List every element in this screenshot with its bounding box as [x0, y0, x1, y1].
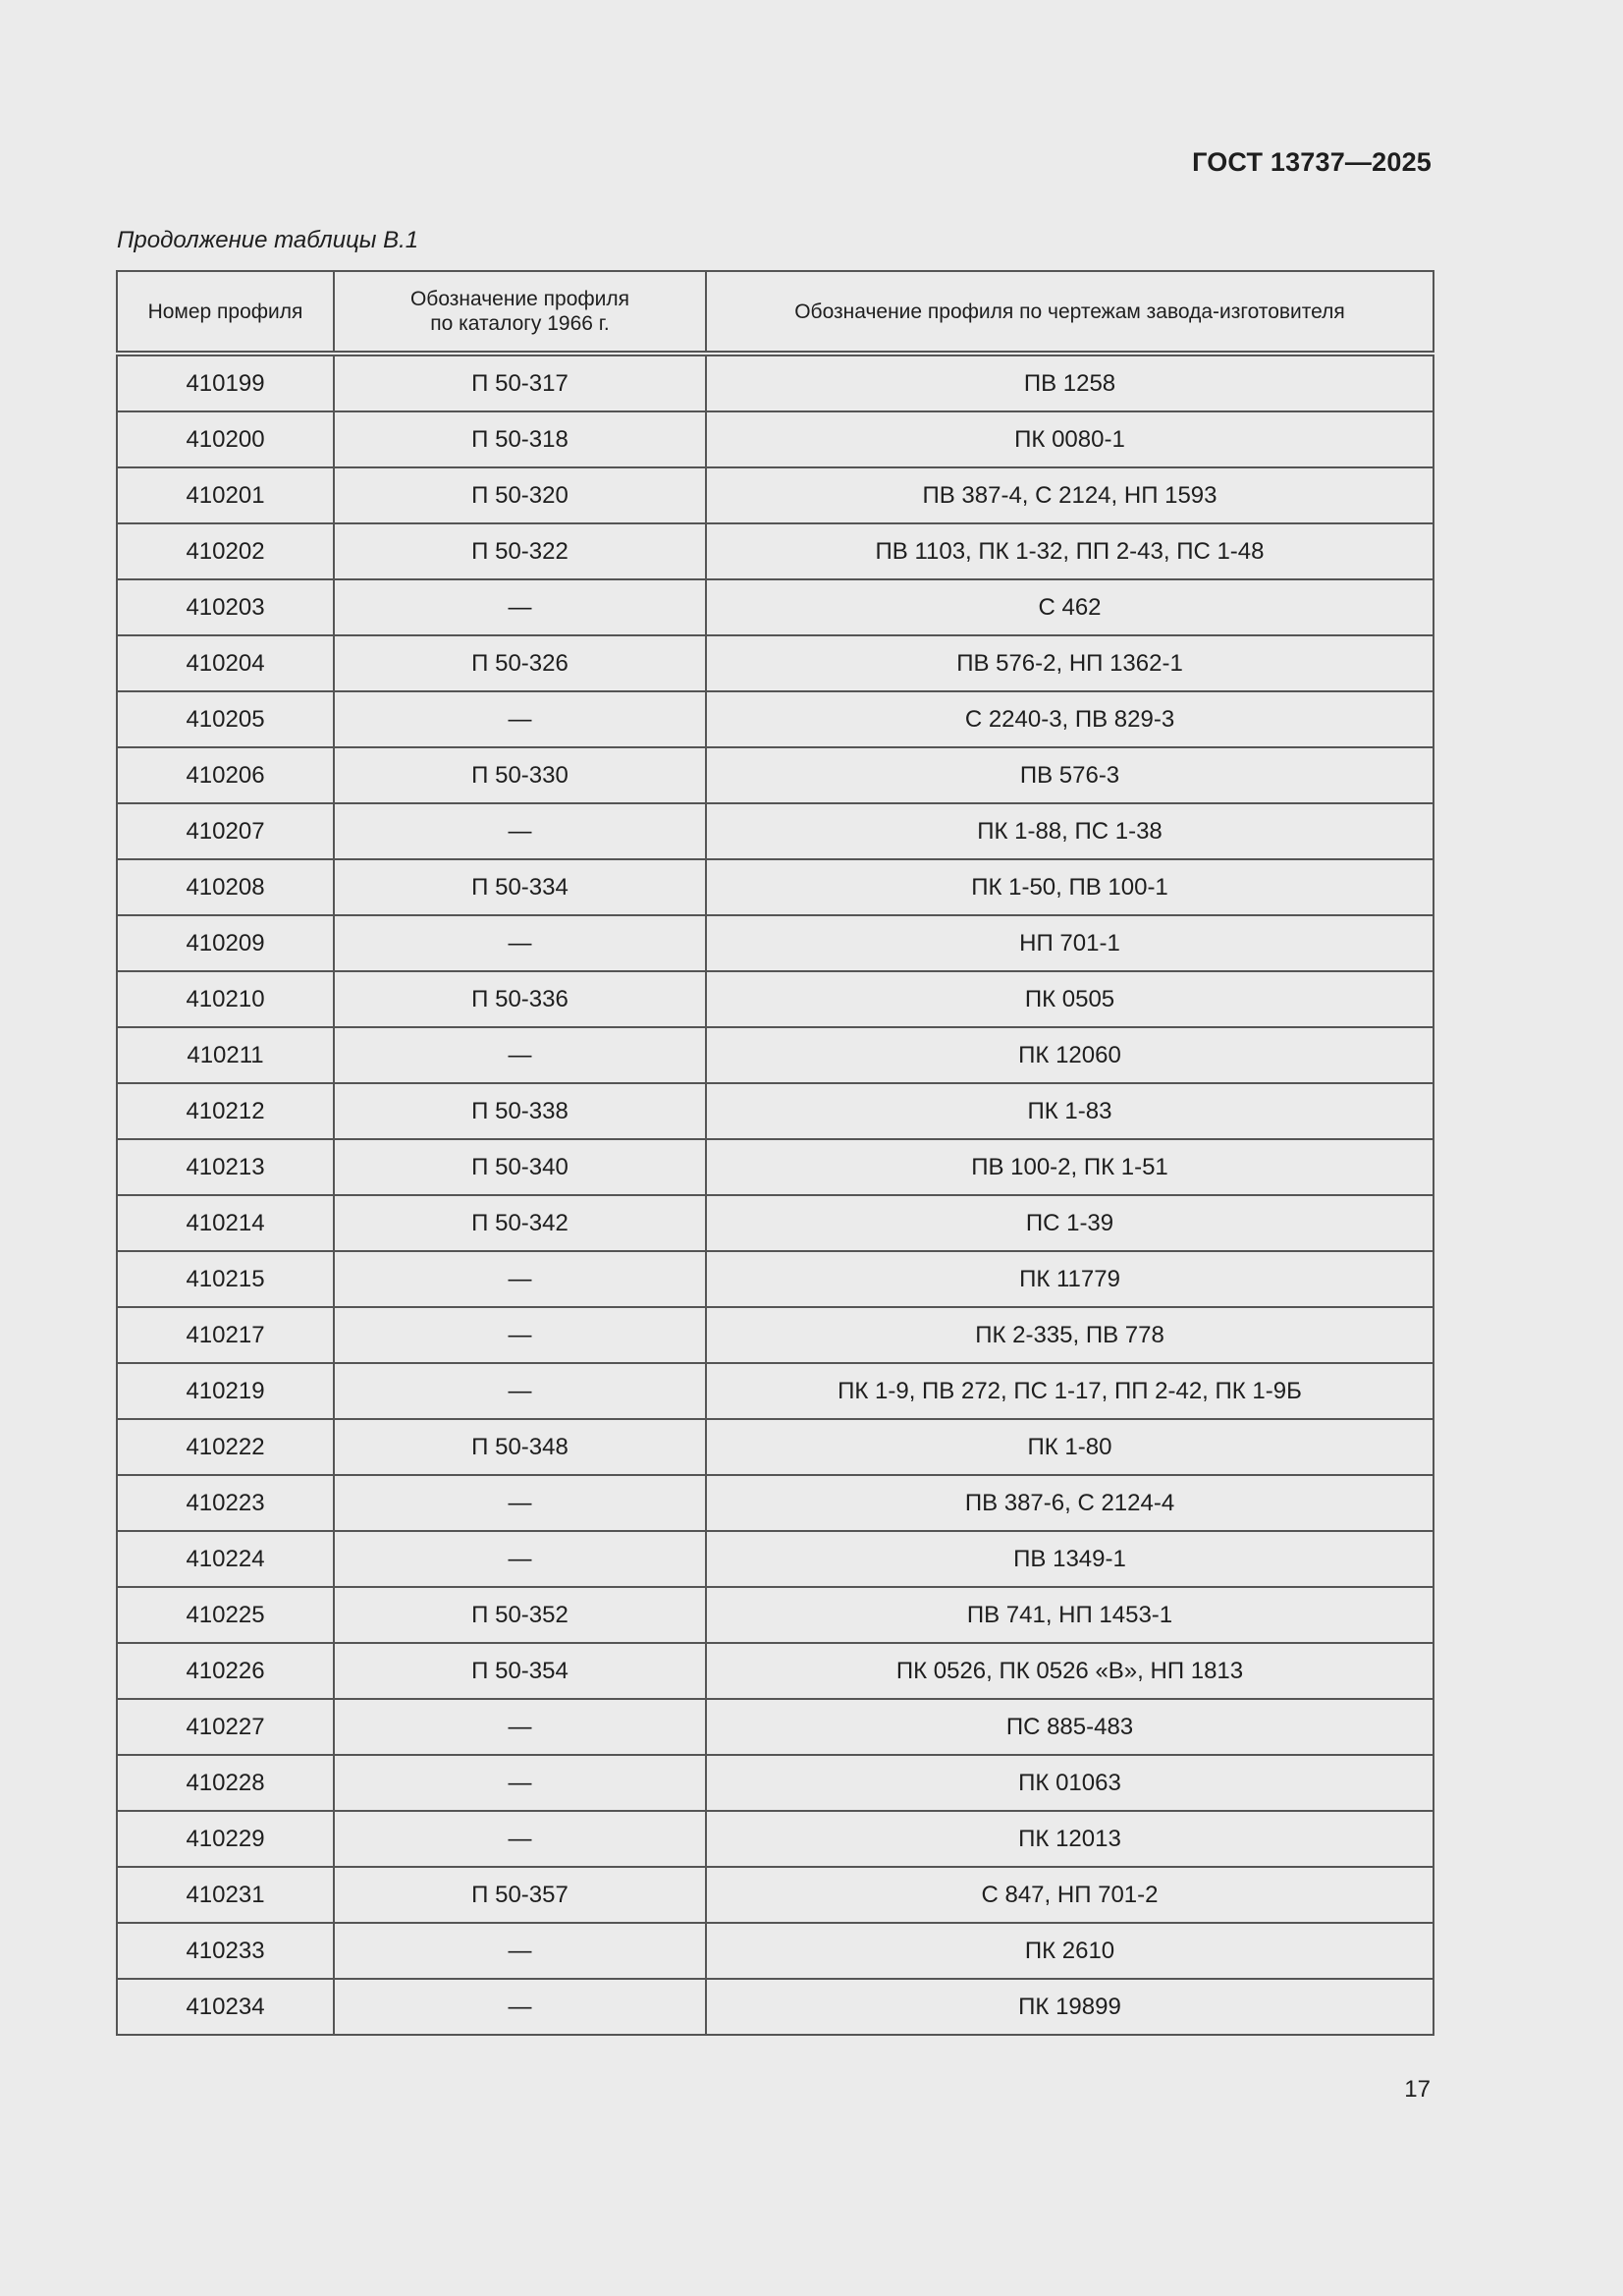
- cell-catalog-designation: —: [334, 915, 706, 971]
- table-row: [117, 1027, 1434, 1083]
- profiles-table: [116, 270, 1434, 2036]
- cell-factory-designation: ПК 0080-1: [706, 411, 1434, 467]
- cell-catalog-designation: П 50-318: [334, 411, 706, 467]
- cell-profile-number: 410213: [117, 1139, 334, 1195]
- cell-factory-designation: С 847, НП 701-2: [706, 1867, 1434, 1923]
- cell-profile-number: 410205: [117, 691, 334, 747]
- table-row: [117, 915, 1434, 971]
- table-row: [117, 1643, 1434, 1699]
- cell-factory-designation: С 462: [706, 579, 1434, 635]
- cell-factory-designation: ПК 12013: [706, 1811, 1434, 1867]
- cell-catalog-designation: П 50-334: [334, 859, 706, 915]
- cell-factory-designation: ПВ 1258: [706, 354, 1434, 411]
- cell-profile-number: 410202: [117, 523, 334, 579]
- cell-catalog-designation: П 50-338: [334, 1083, 706, 1139]
- cell-profile-number: 410203: [117, 579, 334, 635]
- cell-catalog-designation: —: [334, 1531, 706, 1587]
- cell-factory-designation: ПС 1-39: [706, 1195, 1434, 1251]
- table-row: [117, 523, 1434, 579]
- table-row: [117, 1979, 1434, 2035]
- column-header-line: по каталогу 1966 г.: [430, 312, 610, 335]
- table-row: [117, 579, 1434, 635]
- cell-factory-designation: ПК 1-50, ПВ 100-1: [706, 859, 1434, 915]
- cell-factory-designation: ПК 11779: [706, 1251, 1434, 1307]
- cell-factory-designation: ПВ 1349-1: [706, 1531, 1434, 1587]
- cell-factory-designation: ПК 12060: [706, 1027, 1434, 1083]
- cell-factory-designation: ПС 885-483: [706, 1699, 1434, 1755]
- cell-profile-number: 410211: [117, 1027, 334, 1083]
- cell-profile-number: 410226: [117, 1643, 334, 1699]
- cell-catalog-designation: —: [334, 1923, 706, 1979]
- table-row: [117, 635, 1434, 691]
- cell-catalog-designation: —: [334, 1307, 706, 1363]
- cell-factory-designation: ПК 19899: [706, 1979, 1434, 2035]
- cell-profile-number: 410227: [117, 1699, 334, 1755]
- cell-catalog-designation: —: [334, 1027, 706, 1083]
- table-row: [117, 1419, 1434, 1475]
- table-row: [117, 1363, 1434, 1419]
- table-row: [117, 1083, 1434, 1139]
- cell-profile-number: 410212: [117, 1083, 334, 1139]
- cell-profile-number: 410200: [117, 411, 334, 467]
- cell-catalog-designation: П 50-348: [334, 1419, 706, 1475]
- column-header-factory-drawings: [706, 271, 1434, 354]
- cell-profile-number: 410231: [117, 1867, 334, 1923]
- cell-catalog-designation: —: [334, 1699, 706, 1755]
- table-row: [117, 747, 1434, 803]
- cell-factory-designation: С 2240-3, ПВ 829-3: [706, 691, 1434, 747]
- cell-factory-designation: ПВ 741, НП 1453-1: [706, 1587, 1434, 1643]
- cell-factory-designation: ПВ 100-2, ПК 1-51: [706, 1139, 1434, 1195]
- table-row: [117, 1867, 1434, 1923]
- table-row: [117, 1699, 1434, 1755]
- cell-factory-designation: ПК 1-83: [706, 1083, 1434, 1139]
- table-row: [117, 411, 1434, 467]
- table-row: [117, 354, 1434, 411]
- cell-catalog-designation: —: [334, 1363, 706, 1419]
- table-header-row: [117, 271, 1434, 354]
- column-header-line: Обозначение профиля: [409, 288, 630, 310]
- cell-profile-number: 410208: [117, 859, 334, 915]
- cell-catalog-designation: П 50-354: [334, 1643, 706, 1699]
- cell-catalog-designation: П 50-322: [334, 523, 706, 579]
- table-row: [117, 1307, 1434, 1363]
- cell-profile-number: 410234: [117, 1979, 334, 2035]
- cell-catalog-designation: —: [334, 1755, 706, 1811]
- cell-factory-designation: ПВ 1103, ПК 1-32, ПП 2-43, ПС 1-48: [706, 523, 1434, 579]
- cell-factory-designation: ПК 1-88, ПС 1-38: [706, 803, 1434, 859]
- cell-profile-number: 410225: [117, 1587, 334, 1643]
- cell-catalog-designation: —: [334, 803, 706, 859]
- cell-catalog-designation: —: [334, 1251, 706, 1307]
- cell-factory-designation: ПВ 387-4, С 2124, НП 1593: [706, 467, 1434, 523]
- cell-profile-number: 410204: [117, 635, 334, 691]
- cell-profile-number: 410199: [117, 354, 334, 411]
- cell-profile-number: 410222: [117, 1419, 334, 1475]
- cell-factory-designation: ПВ 387-6, С 2124-4: [706, 1475, 1434, 1531]
- cell-profile-number: 410223: [117, 1475, 334, 1531]
- table-row: [117, 1531, 1434, 1587]
- cell-factory-designation: ПВ 576-2, НП 1362-1: [706, 635, 1434, 691]
- cell-factory-designation: ПК 0505: [706, 971, 1434, 1027]
- table-row: [117, 1475, 1434, 1531]
- cell-catalog-designation: П 50-336: [334, 971, 706, 1027]
- cell-profile-number: 410214: [117, 1195, 334, 1251]
- cell-profile-number: 410228: [117, 1755, 334, 1811]
- cell-profile-number: 410219: [117, 1363, 334, 1419]
- cell-catalog-designation: —: [334, 579, 706, 635]
- column-header-catalog-1966: [334, 271, 706, 354]
- cell-profile-number: 410210: [117, 971, 334, 1027]
- table-row: [117, 1587, 1434, 1643]
- table-row: [117, 971, 1434, 1027]
- table-row: [117, 467, 1434, 523]
- cell-factory-designation: ПК 2-335, ПВ 778: [706, 1307, 1434, 1363]
- column-header-line: Номер профиля: [147, 300, 303, 323]
- cell-factory-designation: ПВ 576-3: [706, 747, 1434, 803]
- cell-profile-number: 410209: [117, 915, 334, 971]
- table-row: [117, 859, 1434, 915]
- cell-factory-designation: ПК 01063: [706, 1755, 1434, 1811]
- table-header: [117, 271, 1434, 354]
- cell-factory-designation: НП 701-1: [706, 915, 1434, 971]
- cell-catalog-designation: —: [334, 1979, 706, 2035]
- table-row: [117, 1251, 1434, 1307]
- page-number: 17: [1404, 2076, 1431, 2103]
- cell-profile-number: 410207: [117, 803, 334, 859]
- cell-factory-designation: ПК 2610: [706, 1923, 1434, 1979]
- cell-profile-number: 410206: [117, 747, 334, 803]
- table-caption: Продолжение таблицы В.1: [117, 227, 419, 253]
- cell-profile-number: 410217: [117, 1307, 334, 1363]
- cell-profile-number: 410224: [117, 1531, 334, 1587]
- cell-profile-number: 410233: [117, 1923, 334, 1979]
- table-row: [117, 1923, 1434, 1979]
- cell-factory-designation: ПК 1-80: [706, 1419, 1434, 1475]
- table-body: [117, 354, 1434, 2035]
- table-row: [117, 1139, 1434, 1195]
- table-row: [117, 803, 1434, 859]
- cell-profile-number: 410215: [117, 1251, 334, 1307]
- standard-designation: ГОСТ 13737—2025: [1192, 147, 1432, 177]
- cell-catalog-designation: П 50-342: [334, 1195, 706, 1251]
- cell-catalog-designation: П 50-357: [334, 1867, 706, 1923]
- cell-factory-designation: ПК 0526, ПК 0526 «В», НП 1813: [706, 1643, 1434, 1699]
- table-row: [117, 1755, 1434, 1811]
- cell-catalog-designation: П 50-317: [334, 354, 706, 411]
- cell-catalog-designation: —: [334, 1811, 706, 1867]
- table-row: [117, 1195, 1434, 1251]
- cell-catalog-designation: П 50-340: [334, 1139, 706, 1195]
- column-header-line: Обозначение профиля по чертежам завода-изготовителя: [794, 300, 1345, 323]
- cell-catalog-designation: П 50-326: [334, 635, 706, 691]
- cell-catalog-designation: П 50-352: [334, 1587, 706, 1643]
- cell-catalog-designation: П 50-330: [334, 747, 706, 803]
- cell-factory-designation: ПК 1-9, ПВ 272, ПС 1-17, ПП 2-42, ПК 1-9Б: [706, 1363, 1434, 1419]
- cell-catalog-designation: —: [334, 691, 706, 747]
- cell-catalog-designation: —: [334, 1475, 706, 1531]
- column-header-profile-number: [117, 271, 334, 354]
- cell-catalog-designation: П 50-320: [334, 467, 706, 523]
- table-row: [117, 1811, 1434, 1867]
- cell-profile-number: 410201: [117, 467, 334, 523]
- table-row: [117, 691, 1434, 747]
- cell-profile-number: 410229: [117, 1811, 334, 1867]
